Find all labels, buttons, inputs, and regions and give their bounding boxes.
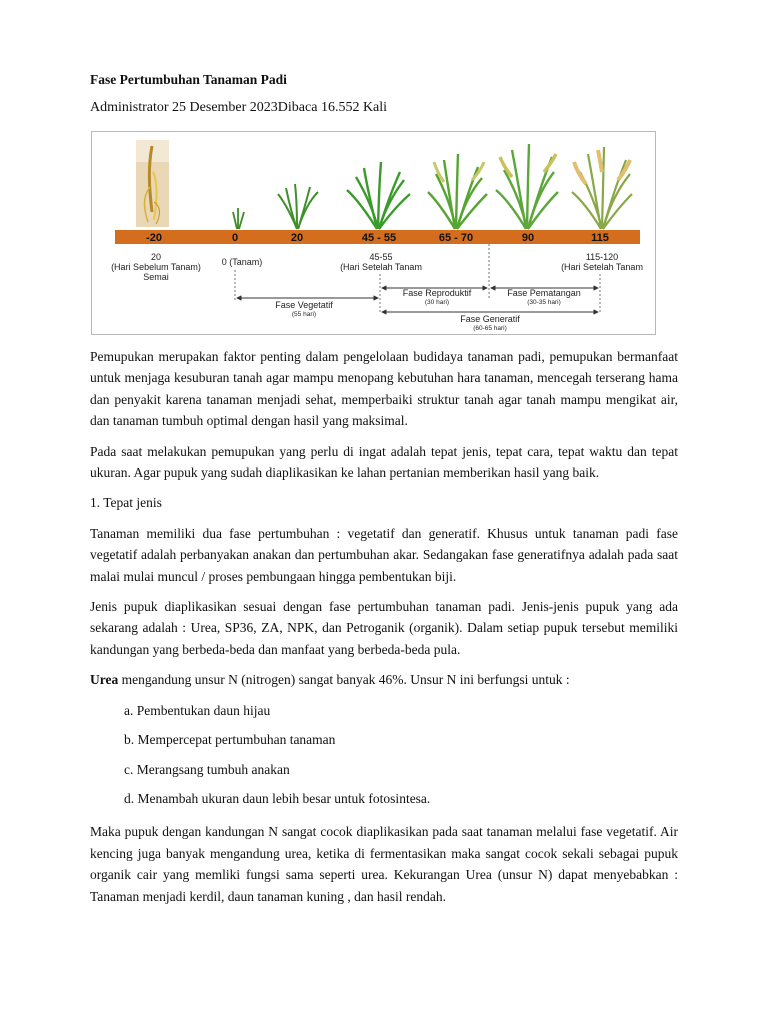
semai-label-1: (Hari Sebelum Tanam) bbox=[111, 262, 201, 272]
semai-number: 20 bbox=[150, 252, 162, 262]
bar-label: 90 bbox=[521, 232, 535, 244]
bar-label: 115 bbox=[591, 232, 609, 244]
document-title: Fase Pertumbuhan Tanaman Padi bbox=[90, 72, 287, 87]
hst1-label: (Hari Setelah Tanam bbox=[340, 262, 422, 272]
tanam-label: 0 (Tanam) bbox=[221, 257, 263, 267]
phase-generatif: Fase Generatif bbox=[460, 314, 520, 324]
phase-pematangan: Fase Pematangan bbox=[507, 288, 581, 298]
phase-vegetatif-days: (55 hari) bbox=[291, 311, 317, 318]
bar-label: -20 bbox=[146, 232, 162, 244]
seedling-photo bbox=[136, 140, 169, 227]
phase-generatif-days: (60-65 hari) bbox=[473, 325, 507, 332]
paragraph bbox=[90, 669, 678, 690]
paragraph: Jenis pupuk diaplikasikan sesuai dengan fase pertumbuhan tanaman padi. Jenis-jenis pupuk yang ada sekarang adalah : Urea, SP36, ZA, NPK, dan Petroganik (organik). Dalam setiap pupuk tersebut memiliki kandungan yang berbeda-beda dan manfaat yang berbeda-beda pula. bbox=[90, 599, 678, 657]
semai-label-2: Semai bbox=[143, 272, 169, 282]
plant-day-65 bbox=[428, 154, 487, 229]
plant-day-45 bbox=[347, 162, 410, 229]
list-item: b. Mempercepat pertumbuhan tanaman bbox=[124, 732, 336, 748]
bar-label: 45 - 55 bbox=[361, 232, 397, 244]
bar-label: 20 bbox=[290, 232, 304, 244]
hst2-number: 115-120 bbox=[585, 252, 619, 262]
paragraph: Maka pupuk dengan kandungan N sangat cocok diaplikasikan pada saat tanaman melalui fase vegetatif. Air kencing juga banyak mengandung urea, ketika di fermentasikan maka sangat cocok sekali sebagai pupuk organik cair yang memliki fungsi sama seperti urea. Kekurangan Urea (unsur N) dapat menyebabkan : Tanaman menjadi kerdil, daun tanaman kuning , dan hasil rendah. bbox=[90, 824, 678, 904]
paragraph: Pada saat melakukan pemupukan yang perlu di ingat adalah tepat jenis, tepat cara, tepat waktu dan tepat ukuran. Agar pupuk yang sudah diaplikasikan ke lahan pertanian memberikan hasil yang baik. bbox=[90, 443, 678, 481]
plant-day-20 bbox=[278, 184, 318, 229]
article-body bbox=[90, 346, 678, 916]
list-item: d. Menambah ukuran daun lebih besar untuk fotosintesa. bbox=[124, 790, 431, 806]
phase-reproduktif: Fase Reproduktif bbox=[402, 288, 472, 298]
phase-vegetatif: Fase Vegetatif bbox=[275, 300, 333, 310]
paragraph: Pemupukan merupakan faktor penting dalam pengelolaan budidaya tanaman padi, pemupukan bermanfaat untuk menjaga kesuburan tanah agar mampu menopang kebutuhan hara tanaman, mencegah terserang hama dan penyakit karena tanaman menjadi sehat, memperbaiki struktur tanah agar tanah mampu mengikat air, dan tanaman tumbuh optimal dengan hasil yang maksimal. bbox=[90, 349, 678, 429]
phase-reproduktif-days: (30 hari) bbox=[424, 299, 450, 306]
urea-bold: Urea bbox=[90, 672, 119, 688]
list-item: c. Merangsang tumbuh anakan bbox=[124, 761, 290, 777]
urea-text: mengandung unsur N (nitrogen) sangat banyak 46%. Unsur N ini berfungsi untuk : bbox=[118, 672, 570, 688]
bar-label: 65 - 70 bbox=[438, 232, 474, 244]
hst2-label: (Hari Setelah Tanam bbox=[561, 262, 643, 272]
plant-day-115 bbox=[572, 147, 632, 229]
plant-day-0 bbox=[233, 208, 244, 229]
bar-label: 0 bbox=[231, 232, 239, 244]
growth-phase-figure bbox=[91, 131, 656, 335]
plant-day-90 bbox=[496, 144, 558, 229]
section-heading: 1. Tepat jenis bbox=[90, 495, 162, 511]
phase-pematangan-days: (30-35 hari) bbox=[527, 299, 561, 306]
hst1-number: 45-55 bbox=[369, 252, 393, 262]
list-item: a. Pembentukan daun hijau bbox=[124, 702, 271, 718]
document-meta: Administrator 25 Desember 2023Dibaca 16.552 Kali bbox=[90, 100, 388, 115]
paragraph: Tanaman memiliki dua fase pertumbuhan : vegetatif dan generatif. Khusus untuk tanaman padi fase vegetatif adalah perbanyakan anakan dan pertumbuhan akar. Sedangakan fase generatifnya adalah pada saat malai mulai muncul / proses pembungaan hingga pembentukan biji. bbox=[90, 525, 678, 584]
